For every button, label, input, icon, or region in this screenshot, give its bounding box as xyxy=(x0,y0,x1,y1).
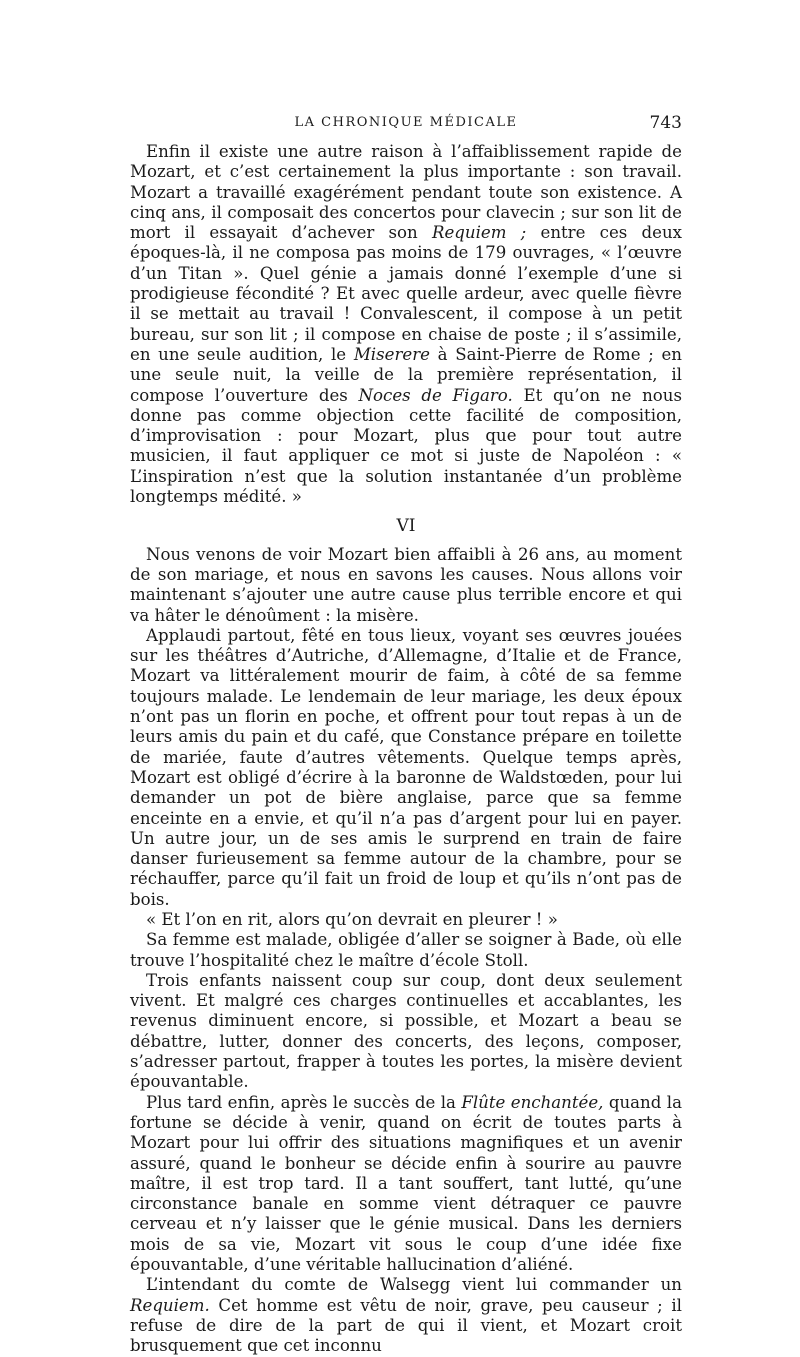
section-heading: VI xyxy=(396,516,416,537)
italic-title: Requiem. xyxy=(130,1295,210,1315)
page-header xyxy=(130,113,682,137)
running-title: LA CHRONIQUE MÉDICALE xyxy=(294,115,518,130)
body-text xyxy=(130,142,682,1357)
italic-title: Flûte enchantée, xyxy=(461,1092,604,1112)
paragraph: Enfin il existe une autre raison à l’affaiblissement rapide de Mozart, et c’est certainement la plus importante : son travail. Mozart a travaillé exagérément pendant toute son existence. A cinq ans, il composait des concertos pour clavecin ; sur son lit de mort il essayait d’achever son Requiem ; entre ces deux époques-là, il ne composa pas moins de 179 ouvrages, « l’œuvre d’un Titan ». Quel génie a jamais donné l’exemple d’une si prodigieuse fécondité ? Et avec quelle ardeur, avec quelle fièvre il se mettait au travail ! Convalescent, il compose à un petit bureau, sur son lit ; il compose en chaise de poste ; il s’assimile, en une seule audition, le Miserere à Saint-Pierre de Rome ; en une seule nuit, la veille de la première représentation, il compose l’ouverture des Noces de Figaro. Et qu’on ne nous donne pas comme objection cette facilité de composition, d’improvisation : pour Mozart, plus que pour tout autre musicien, il faut appliquer ce mot si juste de Napoléon : « L’inspiration n’est que la solution instantanée d’un problème longtemps médité. » xyxy=(130,142,683,507)
paragraph: Applaudi partout, fêté en tous lieux, voyant ses œuvres jouées sur les théâtres d’Autriche, d’Allemagne, d’Italie et de France, Mozart va littéralement mourir de faim, à côté de sa femme toujours malade. Le lendemain de leur mariage, les deux époux n’ont pas un florin en poche, et offrent pour tout repas à un de leurs amis du pain et du café, que Constance prépare en toilette de mariée, faute d’autres vêtements. Quelque temps après, Mozart est obligé d’écrire à la baronne de Waldstœden, pour lui demander un pot de bière anglaise, parce que sa femme enceinte en a envie, et qu’il n’a pas d’argent pour lui en payer. Un autre jour, un de ses amis le surprend en train de faire danser furieusement sa femme autour de la chambre, pour se réchauffer, parce qu’il fait un froid de loup et qu’ils n’ont pas de bois. xyxy=(130,625,682,909)
italic-title: Miserere xyxy=(353,344,430,364)
page-number: 743 xyxy=(649,113,682,133)
paragraph: Trois enfants naissent coup sur coup, dont deux seulement vivent. Et malgré ces charges continuelles et accablantes, les revenus diminuent encore, si possible, et Mozart a beau se débattre, lutter, donner des concerts, des leçons, composer, s’adresser partout, frapper à toutes les portes, la misère devient épouvantable. xyxy=(130,970,682,1092)
paragraph: Sa femme est malade, obligée d’aller se soigner à Bade, où elle trouve l’hospitalité chez le maître d’école Stoll. xyxy=(130,930,682,970)
paragraph: « Et l’on en rit, alors qu’on devrait en pleurer ! » xyxy=(146,909,558,929)
paragraph: Plus tard enfin, après le succès de la Flûte enchantée, quand la fortune se décide à venir, quand on écrit de toutes parts à Mozart pour lui offrir des situations magnifiques et un avenir assuré, quand le bonheur se décide enfin à sourire au pauvre maître, il est trop tard. Il a tant souffert, tant lutté, qu’une circonstance banale en somme vient détraquer ce pauvre cerveau et n’y laisser que le génie musical. Dans les derniers mois de sa vie, Mozart vit sous le coup d’une idée fixe épouvantable, d’une véritable hallucination d’aliéné. xyxy=(130,1092,682,1275)
italic-title: Requiem ; xyxy=(431,223,527,243)
italic-title: Noces de Figaro. xyxy=(358,385,513,405)
paragraph: Nous venons de voir Mozart bien affaibli à 26 ans, au moment de son mariage, et nous en savons les causes. Nous allons voir maintenant s’ajouter une autre cause plus terrible encore et qui va hâter le dénoûment : la misère. xyxy=(130,544,682,625)
paragraph: L’intendant du comte de Walsegg vient lui commander un Requiem. Cet homme est vêtu de noir, grave, peu causeur ; il refuse de dire de la part de qui il vient, et Mozart croit brusquement que cet inconnu xyxy=(130,1275,682,1356)
